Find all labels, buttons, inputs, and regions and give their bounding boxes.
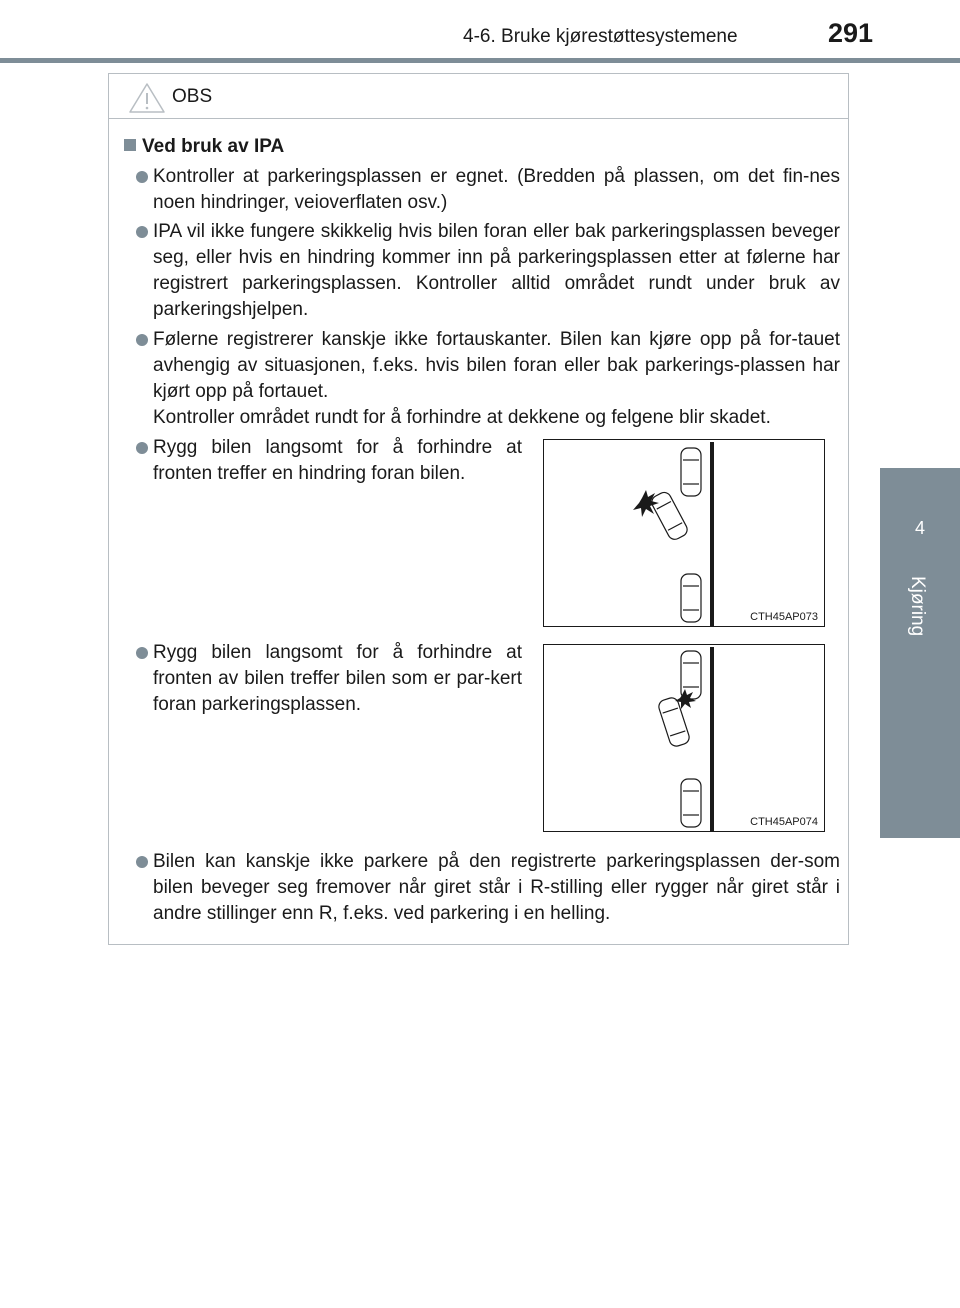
section-heading-text: Ved bruk av IPA bbox=[142, 136, 285, 157]
impact-burst-icon bbox=[633, 490, 659, 517]
obs-label: OBS bbox=[172, 86, 213, 107]
bullet-dot-icon bbox=[136, 442, 148, 454]
bullet-dot-icon bbox=[136, 334, 148, 346]
bullet-text: Følerne registrerer kanskje ikke fortauskanter. Bilen kan kjøre opp på for-tauet avhengig av situasjonen, f.eks. hvis bilen foran eller bak parkerings-plassen har kjørt opp på fortauet. bbox=[153, 329, 840, 402]
bullet-dot-icon bbox=[136, 171, 148, 183]
bullet-text: IPA vil ikke fungere skikkelig hvis bilen foran eller bak parkeringsplassen beveger seg, eller hvis en hindring kommer inn på parkeringsplassen etter at følerne har registrert parkeringsplassen. Kontroller alltid området rundt under bruk av parkeringshjelpen. bbox=[153, 221, 840, 320]
bullet-text: Rygg bilen langsomt for å forhindre at fronten treffer en hindring foran bilen. bbox=[153, 437, 522, 484]
chapter-side-tab bbox=[880, 468, 960, 838]
figure-bullet-item bbox=[153, 640, 522, 718]
parking-figure-obstacle bbox=[543, 439, 825, 627]
bullet-dot-icon bbox=[136, 226, 148, 238]
section-heading bbox=[124, 136, 284, 158]
parked-car-rear bbox=[681, 779, 701, 827]
bullet-item bbox=[153, 219, 840, 323]
bullet-item bbox=[153, 327, 840, 431]
page-number: 291 bbox=[828, 18, 874, 48]
reversing-car bbox=[649, 490, 689, 542]
bullet-dot-icon bbox=[136, 856, 148, 868]
header-section-title: 4-6. Bruke kjørestøttesystemene bbox=[463, 26, 738, 47]
parking-diagram-1 bbox=[544, 440, 824, 626]
bullet-text: Rygg bilen langsomt for å forhindre at fronten av bilen treffer bilen som er par-kert foran parkeringsplassen. bbox=[153, 642, 522, 715]
bullet-text: Bilen kan kanskje ikke parkere på den registrerte parkeringsplassen der-som bilen beveger seg fremover når giret står i R-stilling eller rygger når giret står i andre stillinger enn R, f.eks. ved parkering i en helling. bbox=[153, 851, 840, 924]
header-rule bbox=[0, 58, 960, 63]
parked-car-rear bbox=[681, 574, 701, 622]
obs-header bbox=[109, 74, 848, 119]
parking-diagram-2 bbox=[544, 645, 824, 831]
obs-notice-box bbox=[108, 73, 849, 945]
parking-figure-parked-car bbox=[543, 644, 825, 832]
bullet-dot-icon bbox=[136, 647, 148, 659]
warning-triangle-icon bbox=[128, 82, 166, 114]
bullet-item bbox=[153, 164, 840, 216]
bullet-text: Kontroller at parkeringsplassen er egnet. (Bredden på plassen, om det fin-nes noen hindringer, veioverflaten osv.) bbox=[153, 166, 840, 213]
parked-car-front bbox=[681, 448, 701, 496]
figure-bullet-item bbox=[153, 435, 522, 487]
figure-code: CTH45AP073 bbox=[750, 611, 818, 623]
bullet-item bbox=[153, 849, 840, 927]
heading-square-icon bbox=[124, 139, 136, 151]
chapter-number: 4 bbox=[914, 518, 925, 538]
bullet-continuation-text: Kontroller området rundt for å forhindre at dekkene og felgene blir skadet. bbox=[153, 407, 771, 428]
chapter-title: Kjøring bbox=[907, 576, 928, 637]
figure-code: CTH45AP074 bbox=[750, 816, 818, 828]
